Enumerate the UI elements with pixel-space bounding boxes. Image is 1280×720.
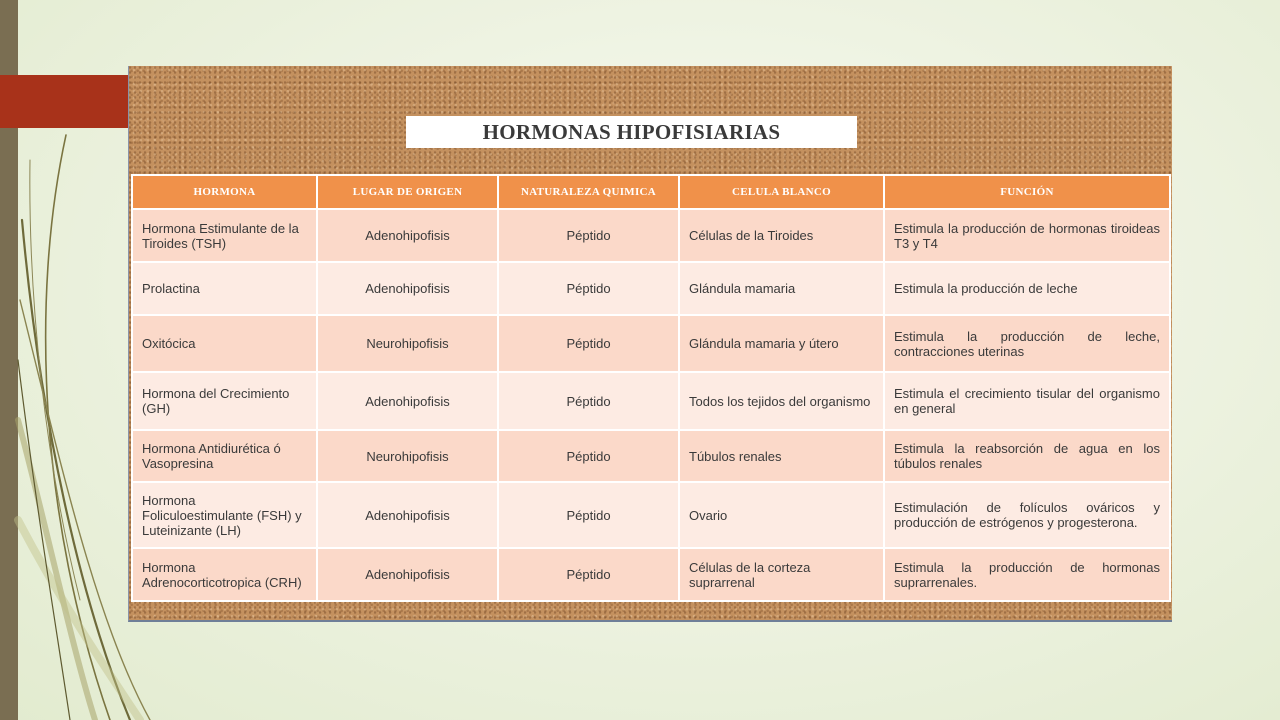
- cell-funcion: Estimula la producción de leche: [884, 262, 1170, 315]
- cell-celula: Todos los tejidos del organismo: [679, 372, 884, 430]
- cell-origen: Adenohipofisis: [317, 482, 498, 548]
- cell-naturaleza: Péptido: [498, 209, 679, 262]
- cell-hormona: Prolactina: [132, 262, 317, 315]
- hormones-table: [131, 174, 1171, 602]
- cell-naturaleza: Péptido: [498, 372, 679, 430]
- header-naturaleza-quimica: NATURALEZA QUIMICA: [498, 175, 679, 209]
- hormona-name: Hormona Antidiurética ó Vasopresina: [142, 441, 281, 471]
- cell-naturaleza: Péptido: [498, 315, 679, 372]
- cork-board: [128, 66, 1172, 622]
- cell-origen: Adenohipofisis: [317, 262, 498, 315]
- cell-origen: Adenohipofisis: [317, 372, 498, 430]
- cell-hormona: Hormona Adrenocorticotropica (CRH): [132, 548, 317, 601]
- table-row: [132, 262, 1170, 315]
- cell-celula: Ovario: [679, 482, 884, 548]
- cell-celula: Glándula mamaria: [679, 262, 884, 315]
- cell-celula: Células de la corteza suprarrenal: [679, 548, 884, 601]
- hormona-name: Hormona Foliculoestimulante (FSH) y Luteinizante (LH): [142, 492, 302, 538]
- table-row: [132, 548, 1170, 601]
- cell-hormona: [132, 482, 317, 548]
- table-row: [132, 372, 1170, 430]
- cell-origen: Neurohipofisis: [317, 315, 498, 372]
- cell-funcion: Estimula la reabsorción de agua en los túbulos renales: [884, 430, 1170, 482]
- cell-hormona: Hormona Estimulante de la Tiroides (TSH): [132, 209, 317, 262]
- cell-celula: Túbulos renales: [679, 430, 884, 482]
- cell-hormona: Hormona del Crecimiento (GH): [132, 372, 317, 430]
- slide-title: HORMONAS HIPOFISIARIAS: [406, 116, 857, 148]
- cell-hormona: Oxitócica: [132, 315, 317, 372]
- cell-naturaleza: Péptido: [498, 262, 679, 315]
- cell-naturaleza: Péptido: [498, 548, 679, 601]
- header-hormona: HORMONA: [132, 175, 317, 209]
- red-accent-tab: [0, 75, 128, 128]
- cell-funcion: Estimula la producción de hormonas tiroideas T3 y T4: [884, 209, 1170, 262]
- cell-naturaleza: Péptido: [498, 482, 679, 548]
- cell-funcion: Estimulación de folículos ováricos y producción de estrógenos y progesterona.: [884, 482, 1170, 548]
- cell-origen: Adenohipofisis: [317, 548, 498, 601]
- header-funcion: FUNCIÓN: [884, 175, 1170, 209]
- cell-funcion: Estimula la producción de leche, contracciones uterinas: [884, 315, 1170, 372]
- table-row: [132, 430, 1170, 482]
- cell-funcion: Estimula la producción de hormonas suprarrenales.: [884, 548, 1170, 601]
- cell-funcion: Estimula el crecimiento tisular del organismo en general: [884, 372, 1170, 430]
- table-row: [132, 482, 1170, 548]
- header-celula-blanco: CELULA BLANCO: [679, 175, 884, 209]
- table-header-row: [132, 175, 1170, 209]
- header-lugar-origen: LUGAR DE ORIGEN: [317, 175, 498, 209]
- cell-hormona: [132, 430, 317, 482]
- cell-origen: Neurohipofisis: [317, 430, 498, 482]
- table-row: [132, 315, 1170, 372]
- cell-naturaleza: Péptido: [498, 430, 679, 482]
- cell-celula: Glándula mamaria y útero: [679, 315, 884, 372]
- table-row: [132, 209, 1170, 262]
- cell-origen: Adenohipofisis: [317, 209, 498, 262]
- cell-celula: Células de la Tiroides: [679, 209, 884, 262]
